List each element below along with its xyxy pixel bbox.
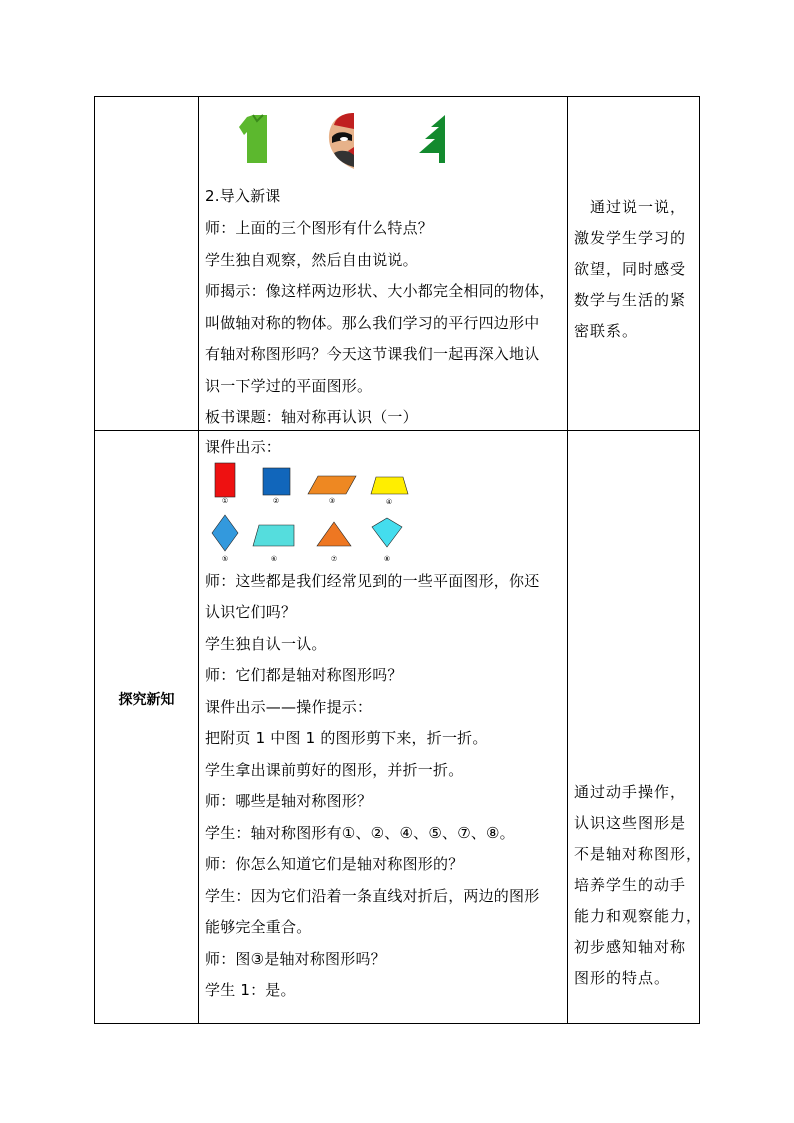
- note-line: 通过说一说，: [574, 198, 687, 216]
- lesson-table: [94, 96, 703, 1024]
- text-line: 学生：轴对称图形有①、②、④、⑤、⑦、⑧。: [205, 824, 515, 842]
- svg-text:⑤: ⑤: [221, 555, 229, 563]
- text-line: 师：上面的三个图形有什么特点？: [205, 219, 434, 237]
- column-divider: [567, 97, 568, 1023]
- svg-text:⑥: ⑥: [270, 555, 278, 563]
- text-line: 师：你怎么知道它们是轴对称图形的？: [205, 855, 464, 873]
- note-line: 能力和观察能力，: [574, 907, 703, 925]
- pine-tree-half-icon: [415, 113, 447, 165]
- trapezoid-shape: [371, 476, 411, 506]
- text-line: 能够完全重合。: [205, 918, 312, 936]
- note-line: 图形的特点。: [574, 969, 671, 987]
- note-line: 数学与生活的紧: [574, 291, 687, 309]
- text-line: 识一下学过的平面图形。: [205, 377, 373, 395]
- note-line: 认识这些图形是: [574, 814, 687, 832]
- text-line: 2.导入新课: [205, 187, 281, 205]
- text-line: 有轴对称图形吗？今天这节课我们一起再深入地认: [205, 345, 540, 363]
- svg-text:⑧: ⑧: [383, 555, 391, 563]
- text-line: 师：哪些是轴对称图形？: [205, 792, 373, 810]
- note-line: 激发学生学习的: [574, 229, 687, 247]
- text-line: 师：它们都是轴对称图形吗？: [205, 666, 403, 684]
- text-line: 把附页 1 中图 1 的图形剪下来，折一折。: [205, 729, 488, 747]
- text-line: 板书课题：轴对称再认识（一）: [205, 408, 418, 426]
- text-line: 学生 1：是。: [205, 981, 296, 999]
- section-label: 探究新知: [118, 692, 175, 708]
- opera-mask-half-icon: [326, 111, 356, 171]
- column-divider: [198, 97, 199, 1023]
- row-divider: [95, 430, 699, 431]
- text-line: 叫做轴对称的物体。那么我们学习的平行四边形中: [205, 314, 540, 332]
- text-line: 学生：因为它们沿着一条直线对折后，两边的图形: [205, 887, 540, 905]
- text-line: 学生独自认一认。: [205, 635, 327, 653]
- svg-text:①: ①: [221, 497, 229, 505]
- text-line: 师揭示：像这样两边形状、大小都完全相同的物体，: [205, 282, 555, 300]
- square-shape: [262, 467, 292, 503]
- svg-text:⑦: ⑦: [330, 555, 338, 563]
- triangle-shape: [317, 521, 353, 563]
- text-line: 课件出示：: [205, 438, 282, 456]
- rhombus-shape: [212, 515, 240, 563]
- note-line: 欲望，同时感受: [574, 260, 687, 278]
- svg-text:④: ④: [385, 498, 393, 506]
- note-line: 密联系。: [574, 322, 639, 340]
- svg-text:③: ③: [328, 497, 336, 505]
- text-line: 学生拿出课前剪好的图形，并折一折。: [205, 761, 464, 779]
- note-line: 不是轴对称图形，: [574, 845, 703, 863]
- rectangle-shape: [215, 463, 237, 503]
- note-line: 通过动手操作，: [574, 783, 687, 801]
- text-line: 学生独自观察，然后自由说说。: [205, 251, 418, 269]
- svg-text:②: ②: [272, 497, 280, 505]
- text-line: 认识它们吗？: [205, 603, 297, 621]
- note-line: 培养学生的动手: [574, 876, 687, 894]
- kite-shape: [372, 517, 406, 563]
- parallelogram-shape: [308, 475, 358, 505]
- text-line: 课件出示——操作提示：: [205, 698, 373, 716]
- right-trapezoid-shape: [253, 524, 297, 562]
- text-line: 师：图③是轴对称图形吗？: [205, 950, 386, 968]
- note-line: 初步感知轴对称: [574, 938, 687, 956]
- t-shirt-half-icon: [237, 113, 269, 165]
- text-line: 师：这些都是我们经常见到的一些平面图形，你还: [205, 572, 540, 590]
